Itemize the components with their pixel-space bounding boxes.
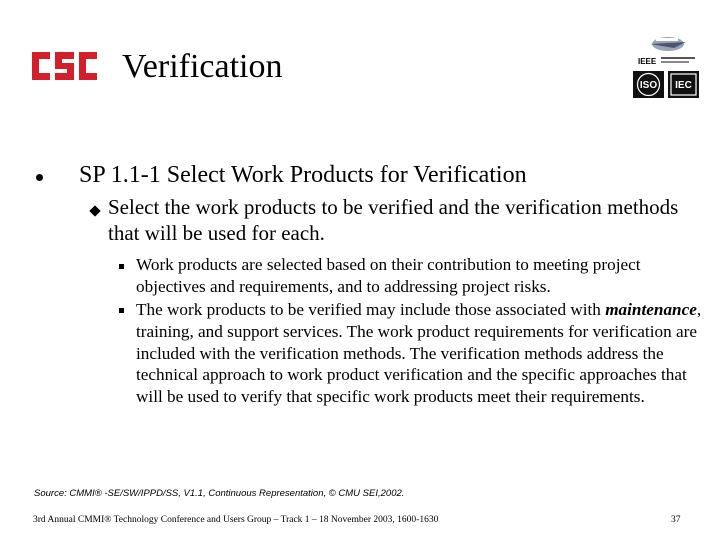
slide-title: Verification bbox=[122, 48, 283, 85]
bullet-level-3-first: Work products are selected based on their contribution to meeting project objectives and requirements, and to addressing project risks. bbox=[136, 255, 641, 296]
csc-logo bbox=[30, 46, 100, 86]
iec-text: IEC bbox=[675, 80, 692, 91]
bullet-square-icon bbox=[119, 308, 124, 313]
footer-conference: 3rd Annual CMMI® Technology Conference and Users Group – Track 1 – 18 November 2003, 1600-1630 bbox=[33, 515, 439, 525]
bullet-diamond-icon bbox=[89, 205, 100, 216]
bullet-level-1: SP 1.1-1 Select Work Products for Verification bbox=[79, 162, 527, 188]
bullet-square-icon bbox=[119, 264, 124, 269]
bullet-3b-text-start: The work products to be verified may include those associated with bbox=[136, 300, 606, 319]
standards-emblem-icon bbox=[650, 37, 686, 51]
iso-text: ISO bbox=[639, 80, 658, 91]
bullet-3b-emphasis: maintenance bbox=[605, 300, 697, 319]
standards-logos bbox=[630, 34, 702, 100]
source-citation: Source: CMMI® -SE/SW/IPPD/SS, V1.1, Continuous Representation, © CMU SEI,2002. bbox=[34, 488, 405, 499]
bullet-3b-text-end: , training, and support services. The work product requirements for verification are included with the verification methods. The verification methods address the technical approach to work product verification and the specific approaches that will be used to verify that specific work products meet their requirements. bbox=[136, 300, 702, 407]
bullet-level-3-second bbox=[136, 299, 706, 408]
bullet-level-2: Select the work products to be verified and the verification methods that will be used for each. bbox=[108, 195, 679, 245]
bullet-dot-icon bbox=[36, 174, 43, 181]
page-number: 37 bbox=[671, 515, 681, 525]
ieee-mark: IEEE bbox=[638, 57, 657, 66]
